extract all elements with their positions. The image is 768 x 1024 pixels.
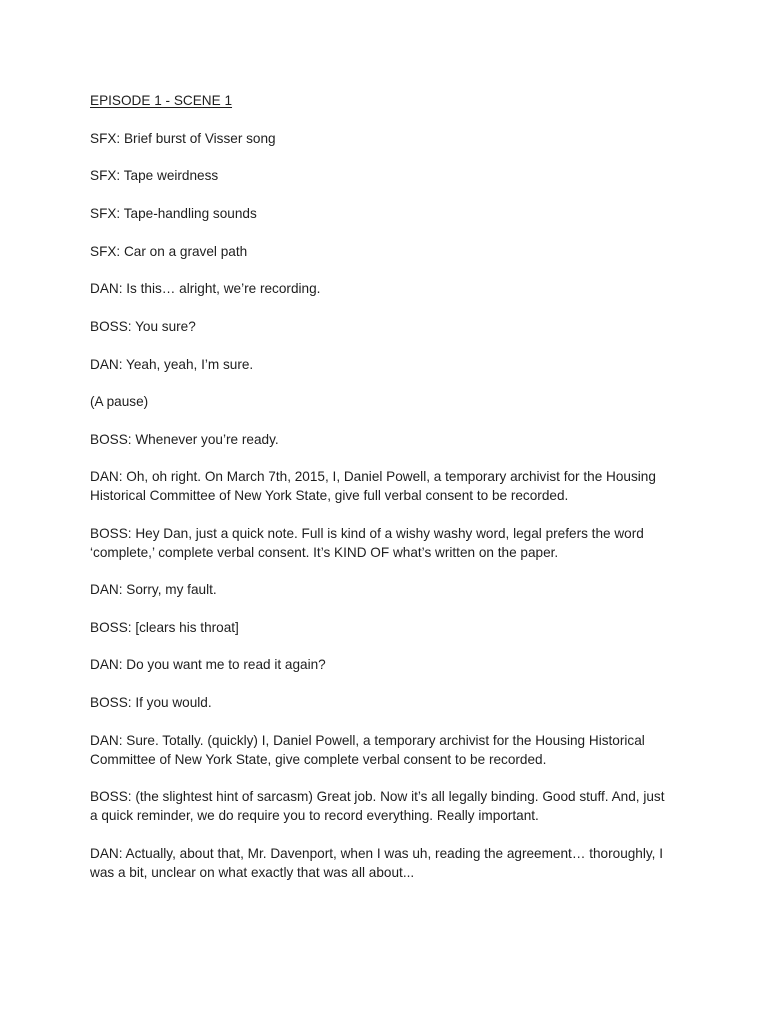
dialogue-line: BOSS: You sure?	[90, 319, 196, 334]
stage-direction: BOSS: [clears his throat]	[90, 620, 239, 635]
dialogue-line: DAN: Is this… alright, we’re recording.	[90, 281, 321, 296]
scene-heading: EPISODE 1 - SCENE 1	[90, 93, 233, 108]
dialogue-line: DAN: Yeah, yeah, I’m sure.	[90, 357, 254, 372]
dialogue-line: DAN: Sorry, my fault.	[90, 582, 217, 597]
sfx-line: SFX: Tape-handling sounds	[90, 206, 257, 221]
dialogue-line: BOSS: Whenever you’re ready.	[90, 432, 279, 447]
dialogue-line: BOSS: If you would.	[90, 695, 212, 710]
sfx-line: SFX: Brief burst of Visser song	[90, 131, 276, 146]
dialogue-line: DAN: Actually, about that, Mr. Davenport, when I was uh, reading the agreement… thoroughly, I was a bit, unclear on what exactly that was all about...	[90, 846, 664, 880]
dialogue-line: DAN: Do you want me to read it again?	[90, 657, 326, 672]
sfx-line: SFX: Car on a gravel path	[90, 244, 248, 259]
stage-direction: (A pause)	[90, 394, 149, 409]
sfx-line: SFX: Tape weirdness	[90, 168, 219, 183]
dialogue-line: BOSS: (the slightest hint of sarcasm) Great job. Now it’s all legally binding. Good stuff. And, just a quick reminder, we do require you to record everything. Really important.	[90, 789, 665, 823]
dialogue-line: BOSS: Hey Dan, just a quick note. Full is kind of a wishy washy word, legal prefers the word ‘complete,’ complete verbal consent. It’s KIND OF what’s written on the paper.	[90, 526, 644, 560]
dialogue-line: DAN: Oh, oh right. On March 7th, 2015, I, Daniel Powell, a temporary archivist for the Housing Historical Committee of New York State, give full verbal consent to be recorded.	[90, 469, 656, 503]
dialogue-line: DAN: Sure. Totally. (quickly) I, Daniel Powell, a temporary archivist for the Housing Historical Committee of New York State, give complete verbal consent to be recorded.	[90, 733, 645, 767]
